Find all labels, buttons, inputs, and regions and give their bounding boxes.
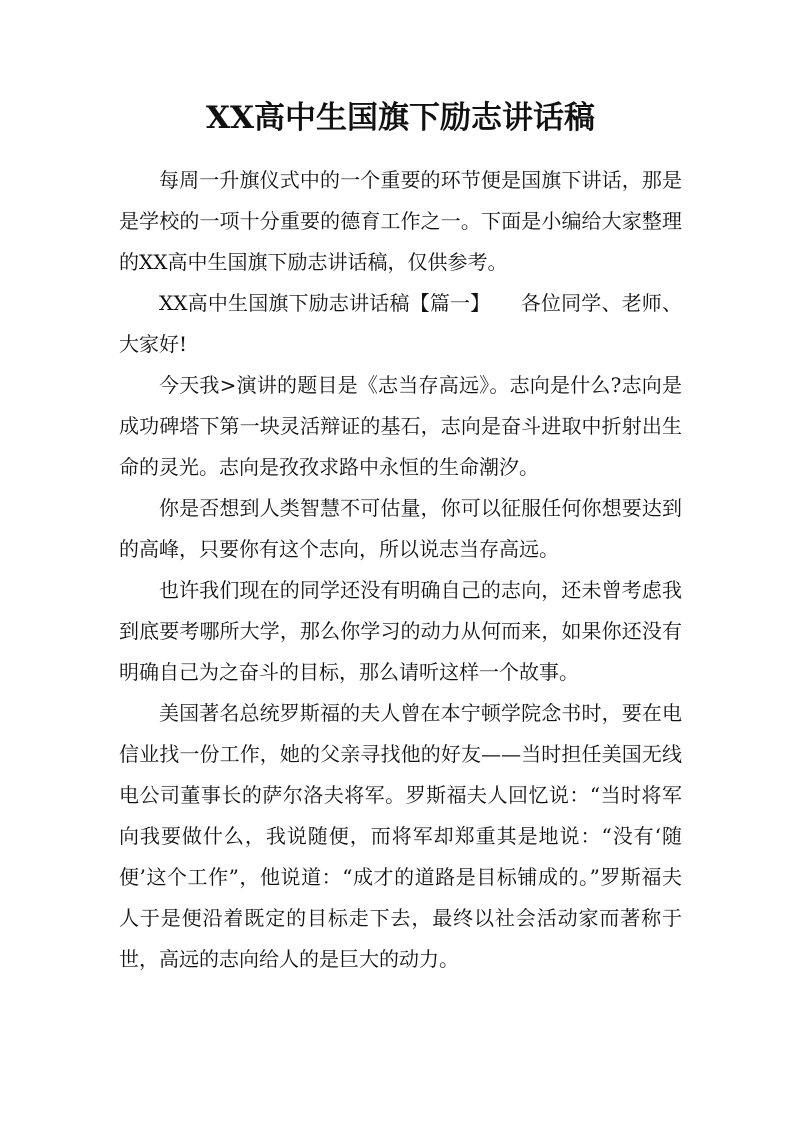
paragraph-greeting: XX高中生国旗下励志讲话稿【篇一】 各位同学、老师、大家好! xyxy=(119,291,682,356)
paragraph-intro: 每周一升旗仪式中的一个重要的环节便是国旗下讲话，那是是学校的一项十分重要的德育工作之一。下面是小编给大家整理的XX高中生国旗下励志讲话稿，仅供参考。 xyxy=(119,168,682,274)
document-title: XX高中生国旗下励志讲话稿 xyxy=(205,100,596,136)
paragraph-wisdom: 你是否想到人类智慧不可估量，你可以征服任何你想要达到的高峰，只要你有这个志向，所以说志当存高远。 xyxy=(119,496,682,561)
paragraph-topic: 今天我>演讲的题目是《志当存高远》。志向是什么?志向是成功碑塔下第一块灵活辩证的基石，志向是奋斗进取中折射出生命的灵光。志向是孜孜求路中永恒的生命潮汐。 xyxy=(119,373,682,479)
paragraph-story: 美国著名总统罗斯福的夫人曾在本宁顿学院念书时，要在电信业找一份工作，她的父亲寻找他的好友——当时担任美国无线电公司董事长的萨尔洛夫将军。罗斯福夫人回忆说：“当时将军向我要做什么，我说随便，而将军却郑重其是地说：“没有‘随便’这个工作”，他说道：“成才的道路是目标铺成的。”罗斯福夫人于是便沿着既定的目标走下去，最终以社会活动家而著称于世，高远的志向给人的是巨大的动力。 xyxy=(119,701,682,971)
paragraph-goal: 也许我们现在的同学还没有明确自己的志向，还未曾考虑我到底要考哪所大学，那么你学习的动力从何而来，如果你还没有明确自己为之奋斗的目标，那么请听这样一个故事。 xyxy=(119,578,682,684)
